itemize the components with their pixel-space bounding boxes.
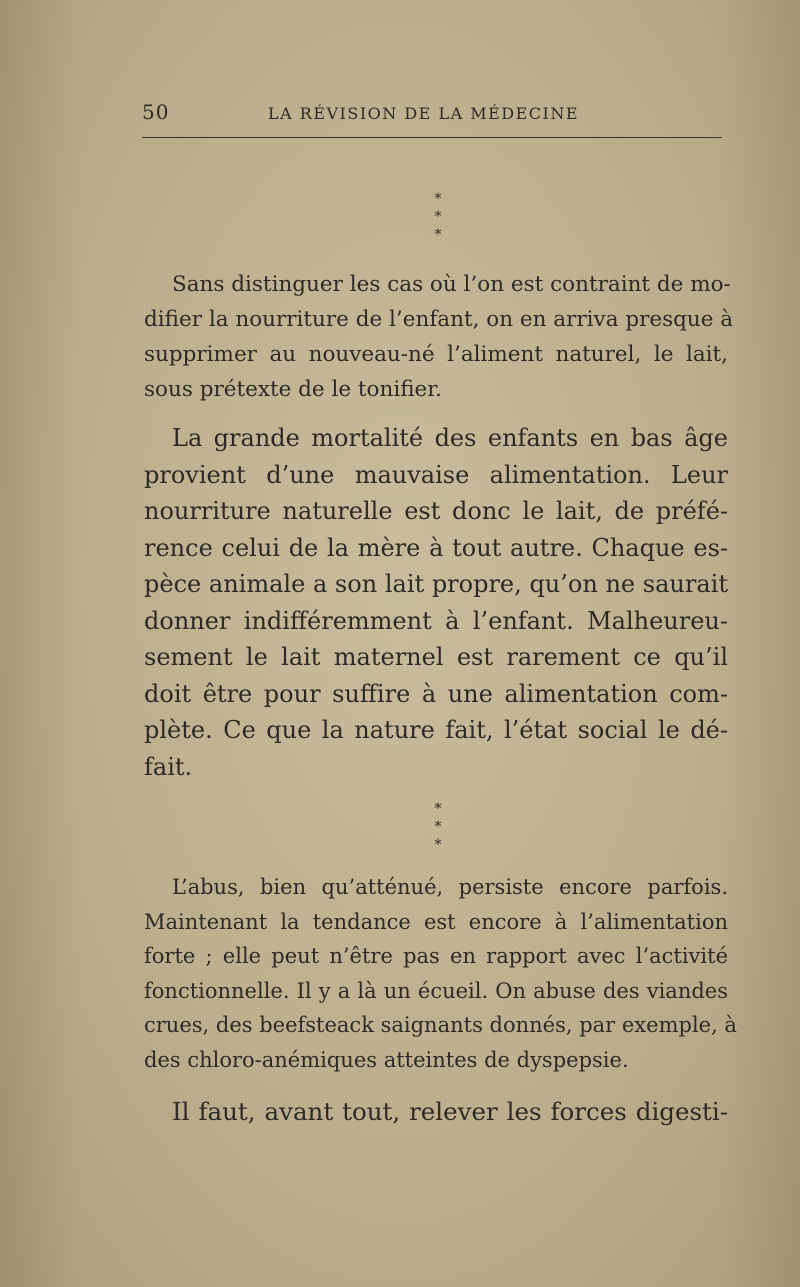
asterism-bottom-stars: * *: [434, 819, 454, 853]
paragraph: [144, 870, 737, 1077]
text-line: rence celui de la mère à tout autre. Chaque es-: [144, 533, 728, 562]
text-line: Sans distinguer les cas où l’on est contraint de mo-: [172, 272, 731, 297]
text-line: sement le lait maternel est rarement ce qu’il: [144, 643, 728, 671]
text-line: fait.: [144, 752, 193, 781]
asterism-bottom-stars: * *: [434, 209, 454, 243]
text-line: forte ; elle peut n’être pas en rapport avec l’activité: [144, 944, 728, 968]
text-line: sous prétexte de le tonifier.: [144, 377, 443, 402]
text-line: nourriture naturelle est donc le lait, de préfé-: [144, 497, 728, 525]
text-line: pèce animale a son lait propre, qu’on ne saurait: [144, 570, 728, 598]
text-line: Maintenant la tendance est encore à l’alimentation: [144, 909, 728, 934]
text-line: des chloro-anémiques atteintes de dyspepsie.: [144, 1047, 629, 1072]
asterism-top-star: *: [434, 801, 442, 817]
section-asterism: [408, 800, 468, 854]
text-line: doit être pour suffire à une alimentation com-: [144, 679, 728, 708]
text-line: plète. Ce que la nature fait, l’état social le dé-: [144, 716, 728, 744]
asterism-top-star: *: [434, 191, 442, 207]
text-line: supprimer au nouveau-né l’aliment naturel, le lait,: [144, 342, 728, 367]
text-line: donner indifféremment à l’enfant. Malheureu-: [144, 606, 728, 635]
text-line: L’abus, bien qu’atténué, persiste encore parfois.: [172, 875, 728, 899]
text-line: Il faut, avant tout, relever les forces digesti-: [172, 1097, 728, 1126]
paragraph: [144, 420, 728, 785]
text-line: crues, des beefsteack saignants donnés, par exemple, à: [144, 1013, 737, 1037]
running-head: [142, 100, 722, 130]
text-line: provient d’une mauvaise alimentation. Leur: [144, 460, 728, 489]
header-rule: [142, 137, 722, 138]
paragraph: [144, 1094, 728, 1130]
text-line: La grande mortalité des enfants en bas âge: [172, 424, 728, 452]
page-number: 50: [142, 100, 170, 124]
paragraph: [144, 267, 734, 407]
running-title: LA RÉVISION DE LA MÉDECINE: [268, 104, 580, 123]
text-line: difier la nourriture de l’enfant, on en arriva presque à: [144, 307, 734, 332]
section-asterism: [408, 190, 468, 244]
text-line: fonctionnelle. Il y a là un écueil. On abuse des viandes: [144, 978, 728, 1003]
